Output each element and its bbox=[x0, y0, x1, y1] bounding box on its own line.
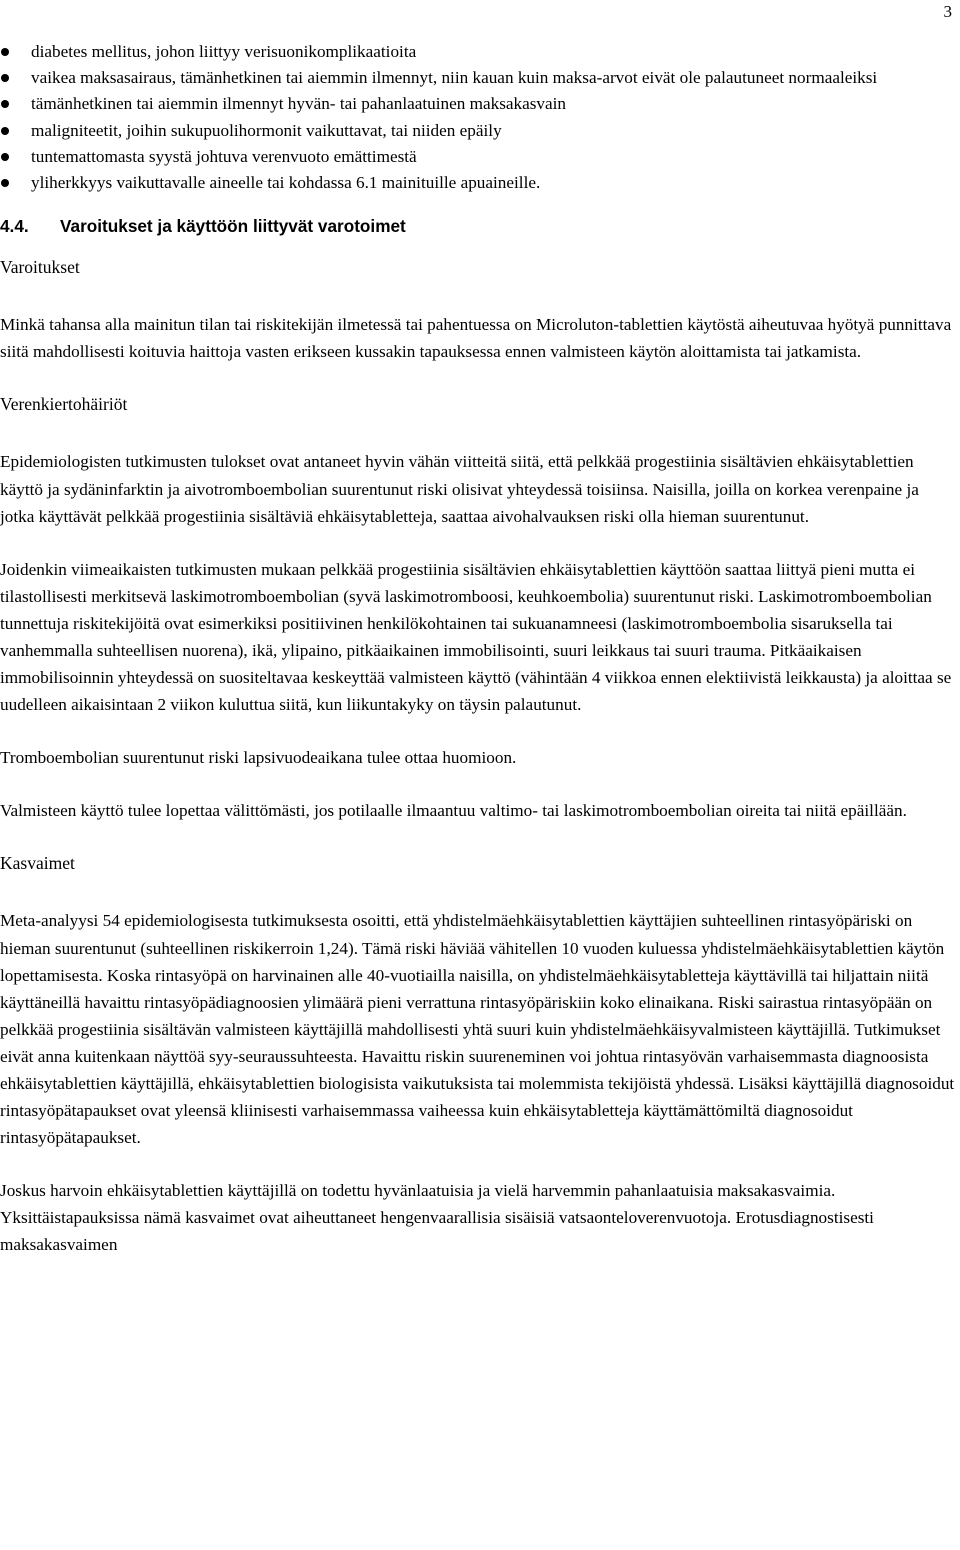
list-item: diabetes mellitus, johon liittyy verisuonikomplikaatioita bbox=[0, 39, 955, 65]
page-number: 3 bbox=[943, 2, 952, 21]
list-item: vaikea maksasairaus, tämänhetkinen tai aiemmin ilmennyt, niin kauan kuin maksa-arvot eivät ole palautuneet normaaleiksi bbox=[0, 65, 955, 91]
section-title: Varoitukset ja käyttöön liittyvät varotoimet bbox=[60, 216, 406, 237]
section-number: 4.4. bbox=[0, 216, 29, 237]
contraindications-list bbox=[0, 39, 955, 196]
paragraph: Minkä tahansa alla mainitun tilan tai riskitekijän ilmetessä tai pahentuessa on Microluton-tablettien käytöstä aiheutuvaa hyötyä punnittava siitä mahdollisesti koituvia haittoja vasten erikseen kussakin tapauksessa ennen valmisteen käytön aloittamista tai jatkamista. bbox=[0, 315, 952, 362]
document-body bbox=[0, 39, 955, 1259]
section-heading bbox=[0, 213, 955, 240]
list-item: tämänhetkinen tai aiemmin ilmennyt hyvän- tai pahanlaatuinen maksakasvain bbox=[0, 91, 955, 117]
paragraph: Meta-analyysi 54 epidemiologisesta tutkimuksesta osoitti, että yhdistelmäehkäisytablettien käyttäjien suhteellinen rintasyöpäriski on hieman suurentunut (suhteellinen riskikerroin 1,24). Tämä riski häviää vähitellen 10 vuoden kuluessa yhdistelmäehkäisytablettien käytön lopettamisesta. Koska rintasyöpä on harvinainen alle 40-vuotiailla naisilla, on yhdistelmäehkäisytabletteja käyttävillä tai hiljattain niitä käyttäneillä havaittu rintasyöpädiagnoosien ylimäärä pieni verrattuna rintasyöpäriskiin koko elinaikana. Riski sairastua rintasyöpään on pelkkää progestiinia sisältävän valmisteen käyttäjillä mahdollisesti yhtä suuri kuin yhdistelmäehkäisyvalmisteen käyttäjillä. Tutkimukset eivät anna kuitenkaan näyttöä syy-seuraussuhteesta. Havaittu riskin suureneminen voi johtua rintasyövän varhaisemmasta diagnoosista ehkäisytablettien käyttäjillä, ehkäisytablettien biologisista vaikutuksista tai molemmista tekijöistä yhdessä. Lisäksi käyttäjillä diagnosoidut rintasyöpätapaukset ovat yleensä kliinisesti varhaisemmassa vaiheessa kuin ehkäisytabletteja käyttämättömiltä diagnosoidut rintasyöpätapaukset. bbox=[0, 911, 955, 1148]
paragraph: Joidenkin viimeaikaisten tutkimusten mukaan pelkkää progestiinia sisältävien ehkäisytablettien käyttöön saattaa liittyä pieni mutta ei tilastollisesti merkitsevä laskimotromboembolian (syvä laskimotromboosi, keuhkoembolia) suurentunut riski. Laskimotromboembolian tunnettuja riskitekijöitä ovat esimerkiksi positiivinen henkilökohtainen tai sukuanamneesi (laskimotromboembolia sisaruksella tai vanhemmalla suhteellisen nuorena), ikä, ylipaino, pitkäaikainen immobilisointi, suuri leikkaus tai suuri trauma. Pitkäaikaisen immobilisoinnin yhteydessä on suositeltavaa keskeyttää valmisteen käyttö (vähintään 4 viikkoa ennen elektiivistä leikkausta) ja aloittaa se uudelleen aikaisintaan 2 viikon kuluttua siitä, kun liikuntakyky on täysin palautunut. bbox=[0, 559, 952, 715]
paragraph: Joskus harvoin ehkäisytablettien käyttäjillä on todettu hyvänlaatuisia ja vielä harvemmin pahanlaatuisia maksakasvaimia. Yksittäistapauksissa nämä kasvaimet ovat aiheuttaneet hengenvaarallisia sisäisiä vatsaonteloverenvuotoja. Erotusdiagnostisesti maksakasvaimen bbox=[0, 1181, 874, 1255]
list-item: yliherkkyys vaikuttavalle aineelle tai kohdassa 6.1 mainituille apuaineille. bbox=[0, 170, 955, 196]
subheading-tumours: Kasvaimet bbox=[0, 853, 75, 874]
list-item: tuntemattomasta syystä johtuva verenvuoto emättimestä bbox=[0, 144, 955, 170]
subheading-circulatory: Verenkiertohäiriöt bbox=[0, 394, 128, 415]
paragraph: Epidemiologisten tutkimusten tulokset ovat antaneet hyvin vähän viitteitä siitä, että pelkkää progestiinia sisältävien ehkäisytablettien käyttö ja sydäninfarktin ja aivotromboembolian suurentunut riski olisivat yhteydessä toisiinsa. Naisilla, joilla on korkea verenpaine ja jotka käyttävät pelkkää progestiinia sisältäviä ehkäisytabletteja, saattaa aivohalvauksen riski olla hieman suurentunut. bbox=[0, 452, 919, 526]
paragraph: Valmisteen käyttö tulee lopettaa välittömästi, jos potilaalle ilmaantuu valtimo- tai laskimotromboembolian oireita tai niitä epäillään. bbox=[0, 801, 907, 821]
paragraph: Tromboembolian suurentunut riski lapsivuodeaikana tulee ottaa huomioon. bbox=[0, 748, 517, 768]
subheading-warnings: Varoitukset bbox=[0, 257, 80, 278]
list-item: maligniteetit, joihin sukupuolihormonit vaikuttavat, tai niiden epäily bbox=[0, 118, 955, 144]
